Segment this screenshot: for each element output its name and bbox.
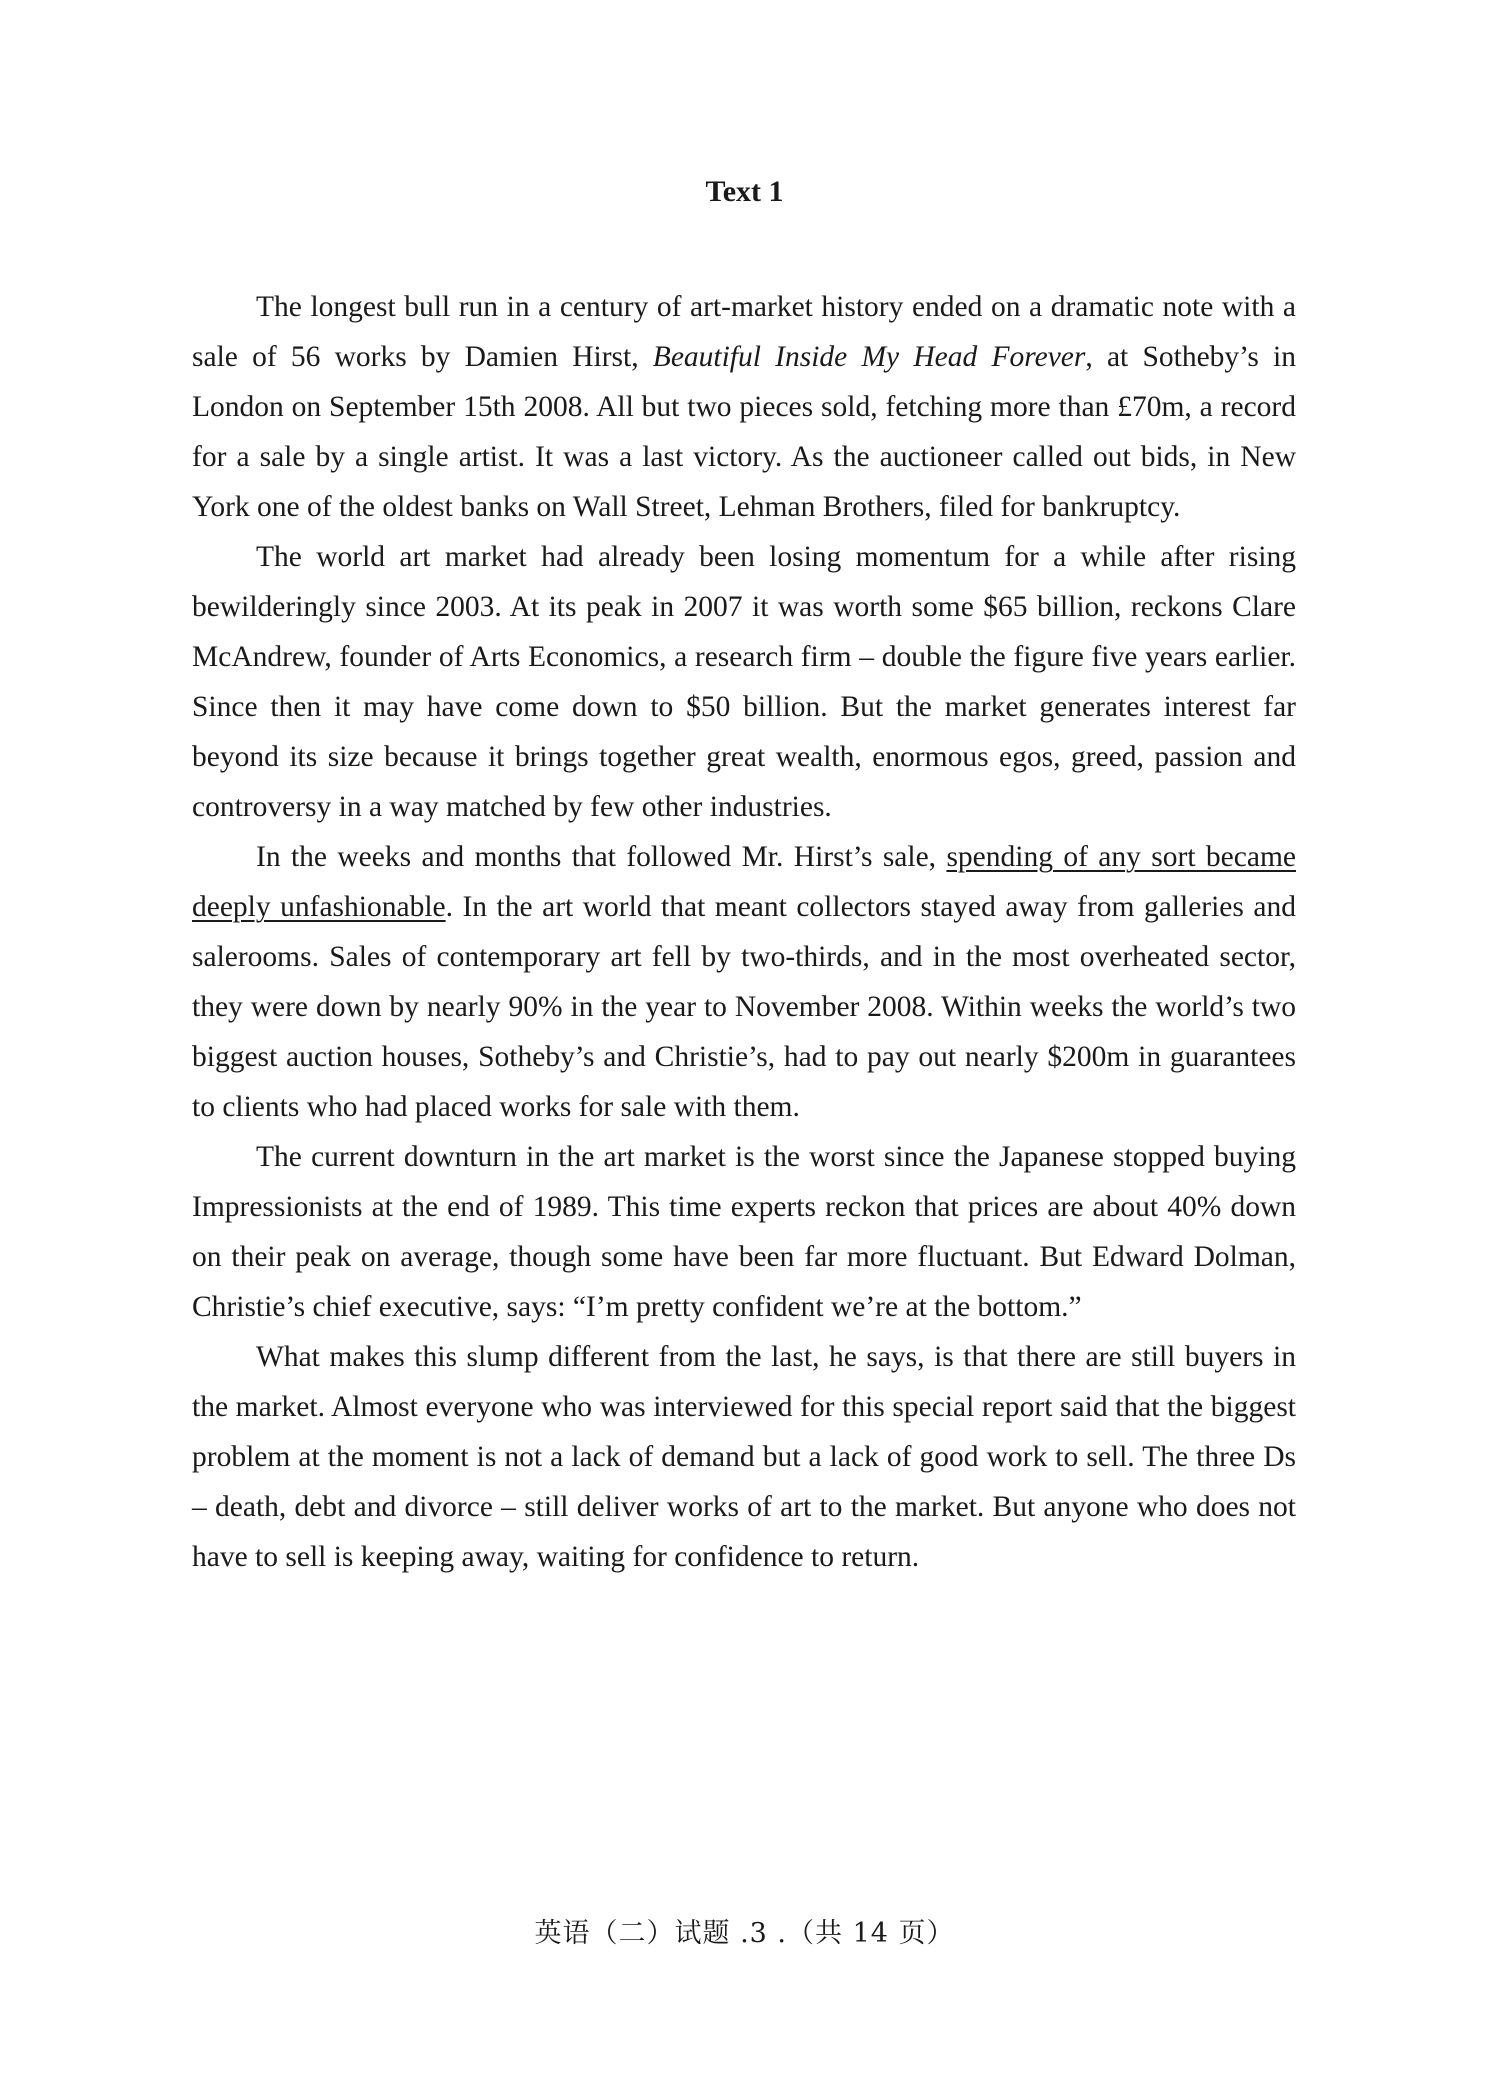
paragraph-3 <box>192 832 1296 1132</box>
page-footer: 英语（二）试题 .3 .（共 14 页） <box>534 1918 955 1949</box>
paragraph-1-lead: The longest bull run in a century of art-market history ended on a dramatic note with a sale of 56 works by Damien Hirst, <box>192 291 1296 373</box>
paragraph-5: What makes this slump different from the last, he says, is that there are still buyers in the market. Almost everyone who was interviewed for this special report said that the biggest problem at the moment is not a lack of demand but a lack of good work to sell. The three Ds – death, debt and divorce – still deliver works of art to the market. But anyone who does not have to sell is keeping away, waiting for confidence to return. <box>192 1341 1296 1573</box>
paragraph-1 <box>192 282 1296 532</box>
underlined-phrase: spending of any sort became deeply unfashionable <box>192 841 1296 923</box>
paragraph-3-lead: In the weeks and months that followed Mr. Hirst’s sale, <box>256 841 947 873</box>
paragraph-1-rest: , at Sotheby’s in London on September 15th 2008. All but two pieces sold, fetching more than £70m, a record for a sale by a single artist. It was a last victory. As the auctioneer called out bids, in New York one of the oldest banks on Wall Street, Lehman Brothers, filed for bankruptcy. <box>192 341 1296 523</box>
paragraph-4: The current downturn in the art market is the worst since the Japanese stopped buying Impressionists at the end of 1989. This time experts reckon that prices are about 40% down on their peak on average, though some have been far more fluctuant. But Edward Dolman, Christie’s chief executive, says: “I’m pretty confident we’re at the bottom.” <box>192 1141 1296 1323</box>
artwork-sale-title: Beautiful Inside My Head Forever <box>652 341 1086 373</box>
text-title: Text 1 <box>705 175 784 208</box>
paragraph-2: The world art market had already been losing momentum for a while after rising bewilderingly since 2003. At its peak in 2007 it was worth some $65 billion, reckons Clare McAndrew, founder of Arts Economics, a research firm – double the figure five years earlier. Since then it may have come down to $50 billion. But the market generates interest far beyond its size because it brings together great wealth, enormous egos, greed, passion and controversy in a way matched by few other industries. <box>192 541 1296 823</box>
passage-body <box>192 282 1296 1582</box>
paragraph-3-rest: . In the art world that meant collectors stayed away from galleries and salerooms. Sales of contemporary art fell by two-thirds, and in the most overheated sector, they were down by nearly 90% in the year to November 2008. Within weeks the world’s two biggest auction houses, Sotheby’s and Christie’s, had to pay out nearly $200m in guarantees to clients who had placed works for sale with them. <box>192 891 1296 1123</box>
